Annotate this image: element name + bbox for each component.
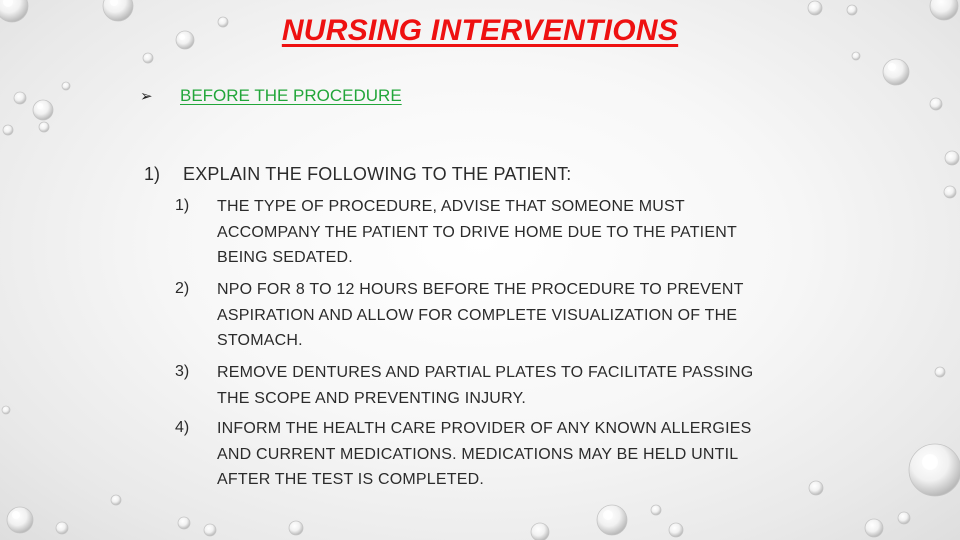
- sub-item-2-number: 2): [175, 280, 190, 297]
- main-item-text: EXPLAIN THE FOLLOWING TO THE PATIENT:: [183, 164, 572, 184]
- sub-item-4-text: INFORM THE HEALTH CARE PROVIDER OF ANY KNOWN ALLERGIES AND CURRENT MEDICATIONS. MEDICATIONS MAY BE HELD UNTIL AFTER THE TEST IS COMPLETED.: [217, 420, 752, 488]
- section-heading: BEFORE THE PROCEDURE: [180, 86, 402, 105]
- arrowhead-bullet-icon: ➢: [140, 88, 153, 105]
- sub-item-3-number: 3): [175, 363, 190, 380]
- main-item-number: 1): [144, 164, 161, 184]
- sub-item-4-number: 4): [175, 419, 190, 436]
- sub-item-1-number: 1): [175, 197, 190, 214]
- sub-item-3-text: REMOVE DENTURES AND PARTIAL PLATES TO FACILITATE PASSING THE SCOPE AND PREVENTING INJURY.: [217, 364, 754, 407]
- slide-title: NURSING INTERVENTIONS: [281, 14, 679, 47]
- sub-item-2-text: NPO FOR 8 TO 12 HOURS BEFORE THE PROCEDURE TO PREVENT ASPIRATION AND ALLOW FOR COMPLETE VISUALIZATION OF THE STOMACH.: [217, 281, 744, 349]
- sub-item-1-text: THE TYPE OF PROCEDURE, ADVISE THAT SOMEONE MUST ACCOMPANY THE PATIENT TO DRIVE HOME DUE TO THE PATIENT BEING SEDATED.: [217, 198, 737, 266]
